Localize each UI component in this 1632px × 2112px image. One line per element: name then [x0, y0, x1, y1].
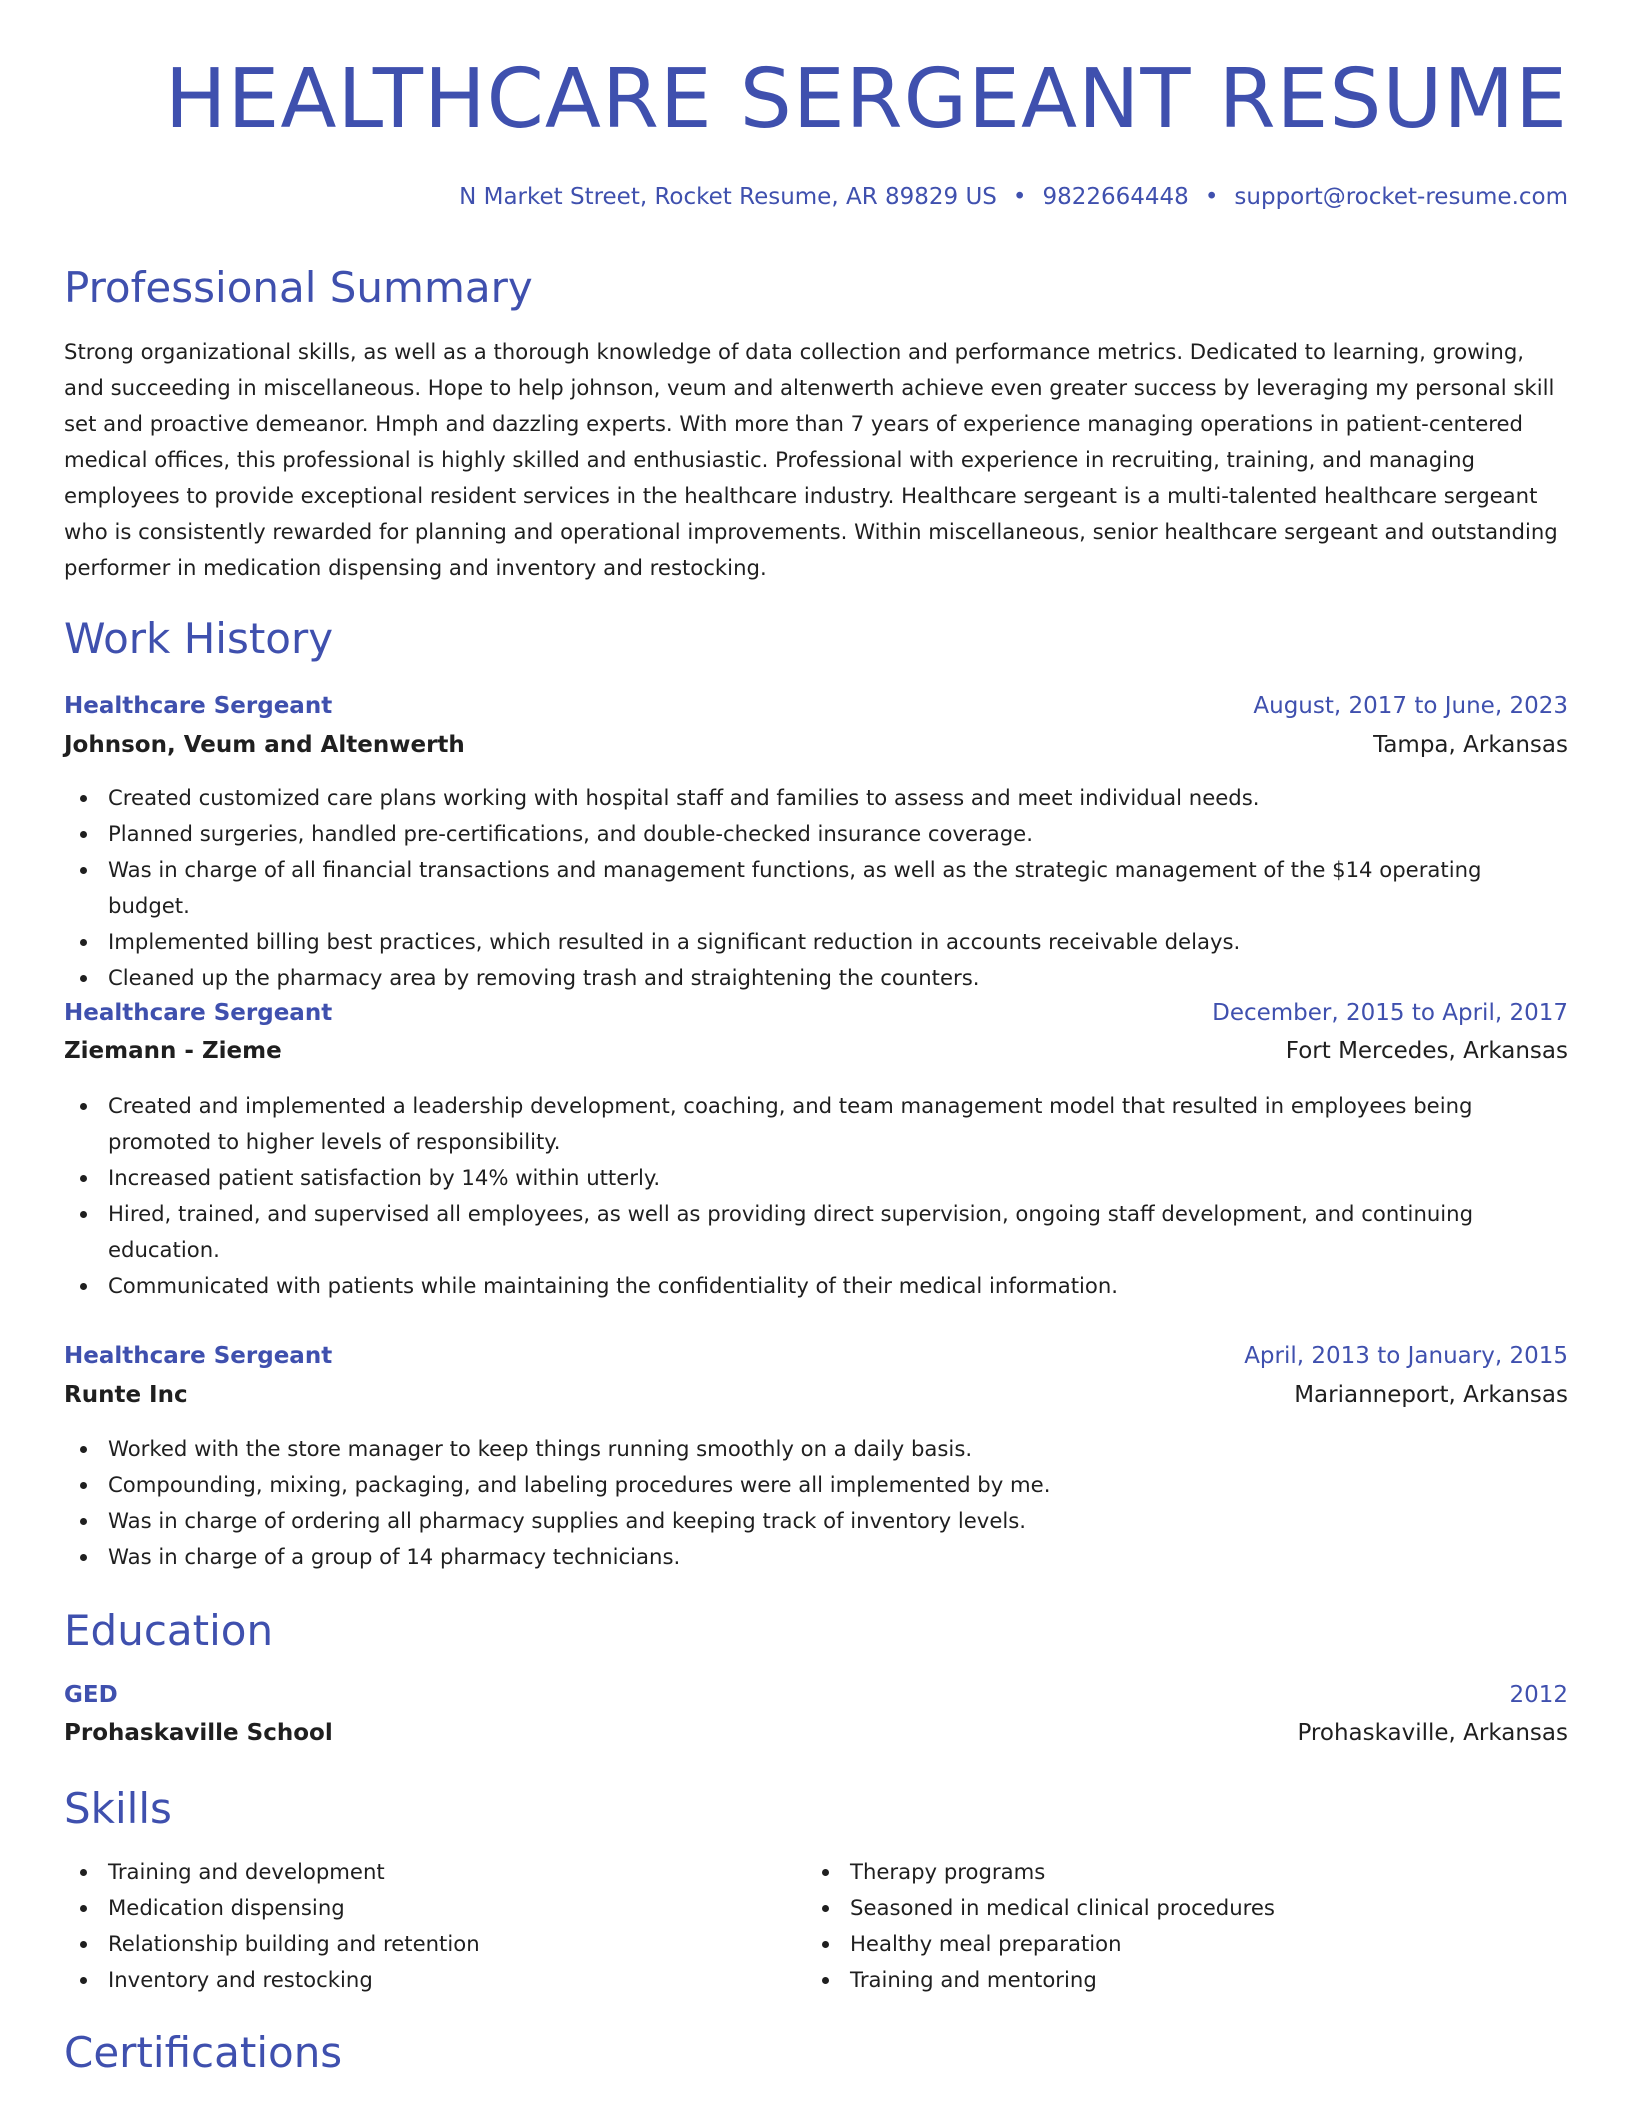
skills-list-right	[806, 1854, 1526, 1998]
job-dates: April, 2013 to January, 2015	[1244, 1343, 1568, 1369]
list-item: Therapy programs	[806, 1854, 1526, 1890]
job-employer-row	[64, 1033, 1568, 1069]
job-location: Tampa, Arkansas	[1373, 732, 1568, 758]
resume-title: HEALTHCARE SERGEANT RESUME	[164, 52, 1568, 147]
list-item: Was in charge of all financial transactions and management functions, as well as the strategic management of the $14 operating budget.	[64, 852, 1568, 924]
list-item: Implemented billing best practices, which resulted in a significant reduction in accounts receivable delays.	[64, 924, 1568, 960]
list-item: Training and mentoring	[806, 1962, 1526, 1998]
contact-phone[interactable]: 9822664448	[1042, 184, 1189, 210]
list-item: Cleaned up the pharmacy area by removing trash and straightening the counters.	[64, 960, 1568, 996]
job-title: Healthcare Sergeant	[64, 1000, 333, 1026]
education-degree: GED	[64, 1682, 118, 1708]
job-header-row	[64, 1338, 1568, 1374]
list-item: Training and development	[64, 1854, 784, 1890]
job-location: Fort Mercedes, Arkansas	[1285, 1038, 1568, 1064]
education-year: 2012	[1509, 1682, 1568, 1708]
section-heading-skills: Skills	[64, 1784, 172, 1833]
list-item: Was in charge of ordering all pharmacy supplies and keeping track of inventory levels.	[64, 1503, 1568, 1539]
job-bullet-list	[64, 780, 1568, 996]
list-item: Increased patient satisfaction by 14% within utterly.	[64, 1160, 1568, 1196]
education-header-row	[64, 1677, 1568, 1713]
job-employer-row	[64, 1377, 1568, 1413]
summary-text: Strong organizational skills, as well as a thorough knowledge of data collection and performance metrics. Dedicated to learning, growing, and succeeding in miscellaneous. Hope to help johnson, veum and altenwerth achieve even greater success by leveraging my personal skill set and proactive demeanor. Hmph and dazzling experts. With more than 7 years of experience managing operations in patient-centered medical offices, this professional is highly skilled and enthusiastic. Professional with experience in recruiting, training, and managing employees to provide exceptional resident services in the healthcare industry. Healthcare sergeant is a multi-talented healthcare sergeant who is consistently rewarded for planning and operational improvements. Within miscellaneous, senior healthcare sergeant and outstanding performer in medication dispensing and inventory and restocking.	[64, 339, 1558, 580]
job-employer: Ziemann - Zieme	[64, 1038, 282, 1064]
job-dates: August, 2017 to June, 2023	[1253, 693, 1568, 719]
section-heading-education: Education	[64, 1606, 274, 1655]
section-heading-work-history: Work History	[64, 614, 334, 663]
education-school: Prohaskaville School	[64, 1720, 333, 1746]
section-heading-certifications: Certifications	[64, 2028, 343, 2077]
list-item: Compounding, mixing, packaging, and labeling procedures were all implemented by me.	[64, 1467, 1568, 1503]
skills-list-left	[64, 1854, 784, 1998]
list-item: Relationship building and retention	[64, 1926, 784, 1962]
contact-separator: •	[1012, 184, 1027, 210]
list-item: Healthy meal preparation	[806, 1926, 1526, 1962]
section-heading-summary: Professional Summary	[64, 263, 533, 312]
job-employer-row	[64, 727, 1568, 763]
education-school-row	[64, 1715, 1568, 1751]
job-title: Healthcare Sergeant	[64, 693, 333, 719]
job-title: Healthcare Sergeant	[64, 1343, 333, 1369]
list-item: Seasoned in medical clinical procedures	[806, 1890, 1526, 1926]
list-item: Planned surgeries, handled pre-certifications, and double-checked insurance coverage.	[64, 816, 1568, 852]
contact-email[interactable]: support@rocket-resume.com	[1234, 184, 1568, 210]
job-dates: December, 2015 to April, 2017	[1212, 1000, 1568, 1026]
list-item: Worked with the store manager to keep things running smoothly on a daily basis.	[64, 1431, 1568, 1467]
job-location: Marianneport, Arkansas	[1294, 1382, 1568, 1408]
list-item: Hired, trained, and supervised all employees, as well as providing direct supervision, ongoing staff development, and continuing education.	[64, 1196, 1568, 1268]
contact-separator: •	[1204, 184, 1219, 210]
list-item: Communicated with patients while maintaining the confidentiality of their medical information.	[64, 1268, 1568, 1304]
education-location: Prohaskaville, Arkansas	[1297, 1720, 1568, 1746]
job-bullet-list	[64, 1088, 1568, 1304]
list-item: Created customized care plans working with hospital staff and families to assess and meet individual needs.	[64, 780, 1568, 816]
list-item: Was in charge of a group of 14 pharmacy technicians.	[64, 1539, 1568, 1575]
job-header-row	[64, 995, 1568, 1031]
list-item: Inventory and restocking	[64, 1962, 784, 1998]
list-item: Medication dispensing	[64, 1890, 784, 1926]
contact-address: N Market Street, Rocket Resume, AR 89829 US	[459, 184, 997, 210]
list-item: Created and implemented a leadership development, coaching, and team management model that resulted in employees being promoted to higher levels of responsibility.	[64, 1088, 1568, 1160]
job-bullet-list	[64, 1431, 1568, 1575]
job-header-row	[64, 688, 1568, 724]
job-employer: Johnson, Veum and Altenwerth	[64, 732, 465, 758]
contact-line	[64, 179, 1568, 215]
job-employer: Runte Inc	[64, 1382, 188, 1408]
